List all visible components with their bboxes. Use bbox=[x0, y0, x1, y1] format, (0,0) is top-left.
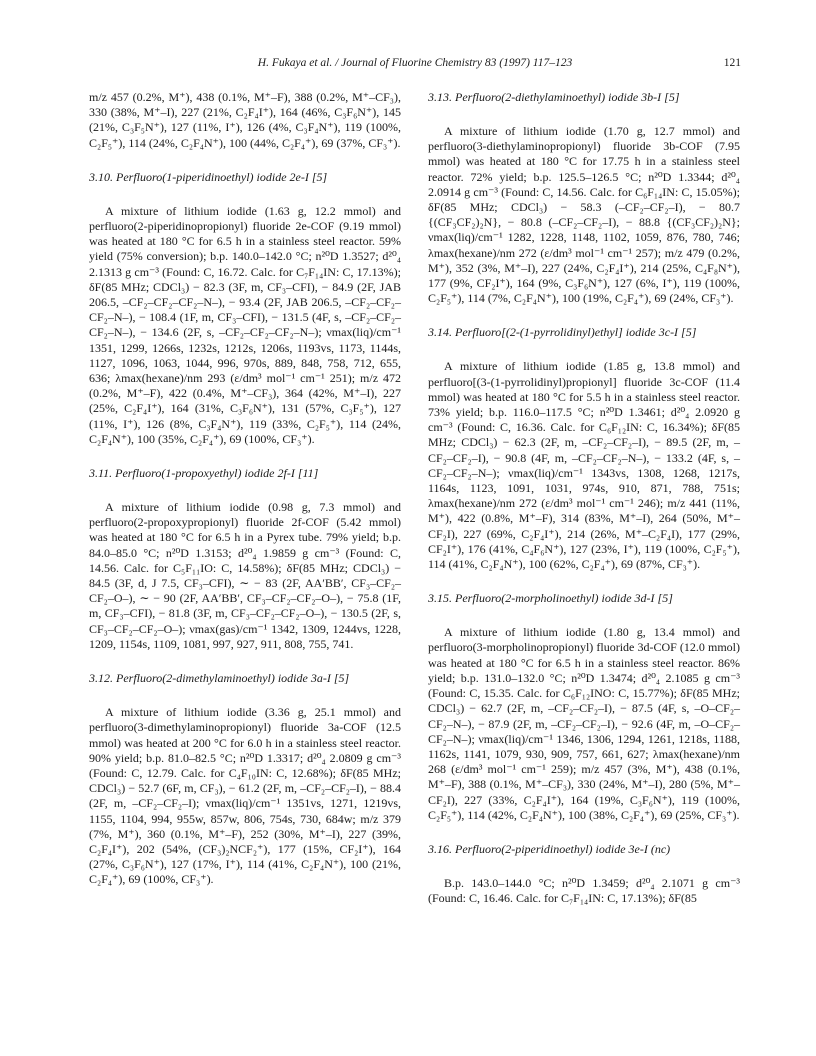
section-body-3-11: A mixture of lithium iodide (0.98 g, 7.3 mmol) and perfluoro(2-propoxypropionyl) fluoride 2f-COF (5.42 mmol) was heated at 180 °C for 6.5 h in a Pyrex tube. 79% yield; b.p. 84.0–85.0 °C; n²⁰D 1.3153; d²⁰₄ 1.9859 g cm⁻³ (Found: C, 14.56. Calc. for C₅F₁₁IO: C, 14.58%); δF(85 MHz; CDCl₃) − 84.5 (3F, d, J 7.5, CF₃–CFI), ∼ − 83 (2F, AA′BB′, CF₃–CF₂–CF₂–O–), ∼ − 90 (2F, AA′BB′, CF₃–CF₂–CF₂–O–), − 75.8 (1F, m, CF₃–CFI), − 81.8 (3F, m, CF₃–CF₂–CF₂–O–), − 130.5 (2F, s, CF₃–CF₂–CF₂–O–); νmax(gas)/cm⁻¹ 1342, 1309, 1244vs, 1228, 1209, 1154s, 1109, 1081, 997, 927, 911, 808, 755, 741. bbox=[89, 500, 401, 651]
section-body-3-16: B.p. 143.0–144.0 °C; n²⁰D 1.3459; d²⁰₄ 2.1071 g cm⁻³ (Found: C, 16.46. Calc. for C₇F₁₄IN: C, 17.13%); δF(85 bbox=[428, 875, 740, 906]
running-title: H. Fukaya et al. / Journal of Fluorine Chemistry 83 (1997) 117–123 bbox=[257, 57, 573, 69]
section-heading-3-10: 3.10. Perfluoro(1-piperidinoethyl) iodide 2e-I [5] bbox=[89, 169, 328, 184]
continuation-paragraph: m/z 457 (0.2%, M⁺), 438 (0.1%, M⁺–F), 388 (0.2%, M⁺–CF₃), 330 (38%, M⁺–I), 227 (21%, C₂F₄I⁺), 164 (46%, C₃F₆N⁺), 145 (21%, C₃F₅N⁺), 127 (11%, I⁺), 126 (4%, C₃F₄N⁺), 119 (100%, C₂F₅⁺), 114 (24%, C₂F₄N⁺), 100 (44%, C₂F₄⁺), 69 (37%, CF₃⁺). bbox=[89, 90, 401, 150]
section-heading-3-14: 3.14. Perfluoro[(2-(1-pyrrolidinyl)ethyl] iodide 3c-I [5] bbox=[428, 325, 697, 340]
running-header bbox=[89, 57, 741, 77]
section-heading-3-16: 3.16. Perfluoro(2-piperidinoethyl) iodide 3e-I (nc) bbox=[428, 841, 671, 856]
section-body-3-12: A mixture of lithium iodide (3.36 g, 25.1 mmol) and perfluoro(3-dimethylaminopropionyl) fluoride 3a-COF (12.5 mmol) was heated at 200 °C for 6.0 h in a stainless steel reactor. 90% yield; b.p. 81.0–82.5 °C; n²⁰D 1.3317; d²⁰₄ 2.0809 g cm⁻³ (Found: C, 12.79. Calc. for C₄F₁₀IN: C, 12.68%); δF(85 MHz; CDCl₃) − 52.7 (6F, m, CF₃), − 61.2 (2F, m, –CF₂–CF₂–I), − 88.4 (2F, m, –CF₂–CF₂–I); νmax(liq)/cm⁻¹ 1351vs, 1271, 1219vs, 1155, 1104, 994, 955w, 857w, 806, 754s, 730, 684w; m/z 379 (7%, M⁺), 360 (0.1%, M⁺–F), 252 (30%, M⁺–I), 227 (39%, C₂F₄I⁺), 202 (54%, (CF₃)₂NCF₂⁺), 177 (15%, CF₂I⁺), 164 (27%, C₃F₆N⁺), 127 (17%, I⁺), 114 (41%, C₂F₄N⁺), 100 (21%, C₂F₄⁺), 69 (100%, CF₃⁺). bbox=[89, 705, 401, 887]
section-body-3-13: A mixture of lithium iodide (1.70 g, 12.7 mmol) and perfluoro(3-diethylaminopropionyl) fluoride 3b-COF (7.95 mmol) was heated at 180 °C for 17.75 h in a stainless steel reactor. 72% yield; b.p. 125.5–126.5 °C; n²⁰D 1.3344; d²⁰₄ 2.0914 g cm⁻³ (Found: C, 14.56. Calc. for C₆F₁₄IN: C, 15.05%); δF(85 MHz; CDCl₃) − 58.3 (–CF₂–CF₂–I), − 80.7 {(CF₃CF₂)₂N}, − 80.8 (–CF₂–CF₂–I), − 88.8 {(CF₃CF₂)₂N}; νmax(liq)/cm⁻¹ 1282, 1228, 1148, 1102, 1059, 876, 780, 746; λmax(hexane)/nm 272 (ε/dm³ mol⁻¹ cm⁻¹ 257); m/z 479 (0.2%, M⁺), 352 (3%, M⁺–I), 227 (24%, C₂F₄I⁺), 214 (25%, C₄F₈N⁺), 177 (9%, CF₂I⁺), 164 (9%, C₃F₆N⁺), 127 (6%, I⁺), 119 (100%, C₂F₅⁺), 114 (7%, C₂F₄N⁺), 100 (19%, C₂F₄⁺), 69 (24%, CF₃⁺). bbox=[428, 124, 740, 306]
section-heading-3-15: 3.15. Perfluoro(2-morpholinoethyl) iodide 3d-I [5] bbox=[428, 591, 673, 606]
section-heading-3-12: 3.12. Perfluoro(2-dimethylaminoethyl) iodide 3a-I [5] bbox=[89, 671, 350, 686]
left-column bbox=[89, 90, 401, 888]
section-body-3-15: A mixture of lithium iodide (1.80 g, 13.4 mmol) and perfluoro(3-morpholinopropionyl) fluoride 3d-COF (12.0 mmol) was heated at 180 °C for 6.5 h in a stainless steel reactor. 86% yield; b.p. 131.0–132.0 °C; n²⁰D 1.3474; d²⁰₄ 2.1085 g cm⁻³ (Found: C, 15.35. Calc. for C₆F₁₂INO: C, 15.77%); δF(85 MHz; CDCl₃) − 62.7 (2F, m, –CF₂–CF₂–I), − 87.5 (4F, s, –O–CF₂–CF₂–N–), − 87.9 (2F, m, –CF₂–CF₂–I), − 92.6 (4F, m, –O–CF₂–CF₂–N–); νmax(liq)/cm⁻¹ 1346, 1306, 1294, 1261, 1218s, 1188, 1162s, 1141, 1079, 930, 909, 757, 661, 627; λmax(hexane)/nm 268 (ε/dm³ mol⁻¹ cm⁻¹ 259); m/z 457 (3%, M⁺), 438 (0.1%, M⁺–F), 388 (0.1%, M⁺–CF₃), 330 (24%, M⁺–I), 280 (5%, M⁺–CF₂I), 227 (33%, C₂F₄I⁺), 164 (19%, C₃F₆N⁺), 119 (100%, C₂F₅⁺), 114 (42%, C₂F₄N⁺), 100 (38%, C₂F₄⁺), 69 (25%, CF₃⁺). bbox=[428, 625, 740, 822]
section-heading-3-13: 3.13. Perfluoro(2-diethylaminoethyl) iodide 3b-I [5] bbox=[428, 90, 680, 104]
section-heading-3-11: 3.11. Perfluoro(1-propoxyethyl) iodide 2f-I [11] bbox=[89, 466, 319, 481]
right-column bbox=[428, 90, 740, 906]
section-body-3-10: A mixture of lithium iodide (1.63 g, 12.2 mmol) and perfluoro(2-piperidinopropionyl) fluoride 2e-COF (9.19 mmol) was heated at 180 °C for 6.5 h in a stainless steel reactor. 59% yield (75% conversion); b.p. 140.0–142.0 °C; n²⁰D 1.3527; d²⁰₄ 2.1313 g cm⁻³ (Found: C, 16.72. Calc. for C₇F₁₄IN: C, 17.13%); δF(85 MHz; CDCl₃) − 82.3 (3F, m, CF₃–CFI), − 84.9 (2F, JAB 206.5, –CF₂–CF₂–CF₂–N–), − 93.4 (2F, JAB 206.5, –CF₂–CF₂–CF₂–N–), − 108.4 (1F, m, CF₃–CFI), − 131.5 (4F, s, –CF₂–CF₂–CF₂–N–), − 134.6 (2F, s, –CF₂–CF₂–CF₂–N–); νmax(liq)/cm⁻¹ 1351, 1299, 1266s, 1232s, 1212s, 1206s, 1193vs, 1173, 1144s, 1127, 1096, 1063, 1044, 996, 970s, 889, 848, 758, 712, 655, 636; λmax(hexane)/nm 293 (ε/dm³ mol⁻¹ cm⁻¹ 251); m/z 472 (0.2%, M⁺–F), 422 (0.4%, M⁺–CF₃), 364 (42%, M⁺–I), 227 (25%, C₂F₄I⁺), 164 (31%, C₃F₆N⁺), 131 (57%, C₃F₅⁺), 127 (11%, I⁺), 126 (8%, C₃F₄N⁺), 119 (33%, C₂F₅⁺), 114 (24%, C₂F₄N⁺), 100 (35%, C₂F₄⁺), 69 (100%, CF₃⁺). bbox=[89, 203, 401, 446]
page-number: 121 bbox=[723, 57, 741, 69]
section-body-3-14: A mixture of lithium iodide (1.85 g, 13.8 mmol) and perfluoro[(3-(1-pyrrolidinyl)propionyl] fluoride 3c-COF (11.4 mmol) was heated at 180 °C for 5.5 h in a stainless steel reactor. 73% yield; b.p. 116.0–117.5 °C; n²⁰D 1.3461; d²⁰₄ 2.0920 g cm⁻³ (Found: C, 16.36. Calc. for C₆F₁₂IN: C, 16.34%); δF(85 MHz; CDCl₃) − 62.3 (2F, m, –CF₂–CF₂–I), − 89.5 (2F, m, –CF₂–CF₂–I), − 90.8 (4F, m, –CF₂–CF₂–N–), − 133.2 (4F, s, –CF₂–CF₂–N–); νmax(liq)/cm⁻¹ 1343vs, 1308, 1268, 1217s, 1164s, 1123, 1091, 1031, 974s, 910, 871, 788, 751s; λmax(hexane)/nm 272 (ε/dm³ mol⁻¹ cm⁻¹ 246); m/z 441 (11%, M⁺), 422 (0.8%, M⁺–F), 314 (83%, M⁺–I), 264 (50%, M⁺–CF₂I), 227 (69%, C₂F₄I⁺), 214 (26%, M⁺–C₂F₄I), 177 (29%, CF₂I⁺), 176 (41%, C₄F₆N⁺), 127 (23%, I⁺), 119 (100%, C₂F₅⁺), 114 (41%, C₂F₄N⁺), 100 (62%, C₂F₄⁺), 69 (87%, CF₃⁺). bbox=[428, 359, 740, 572]
